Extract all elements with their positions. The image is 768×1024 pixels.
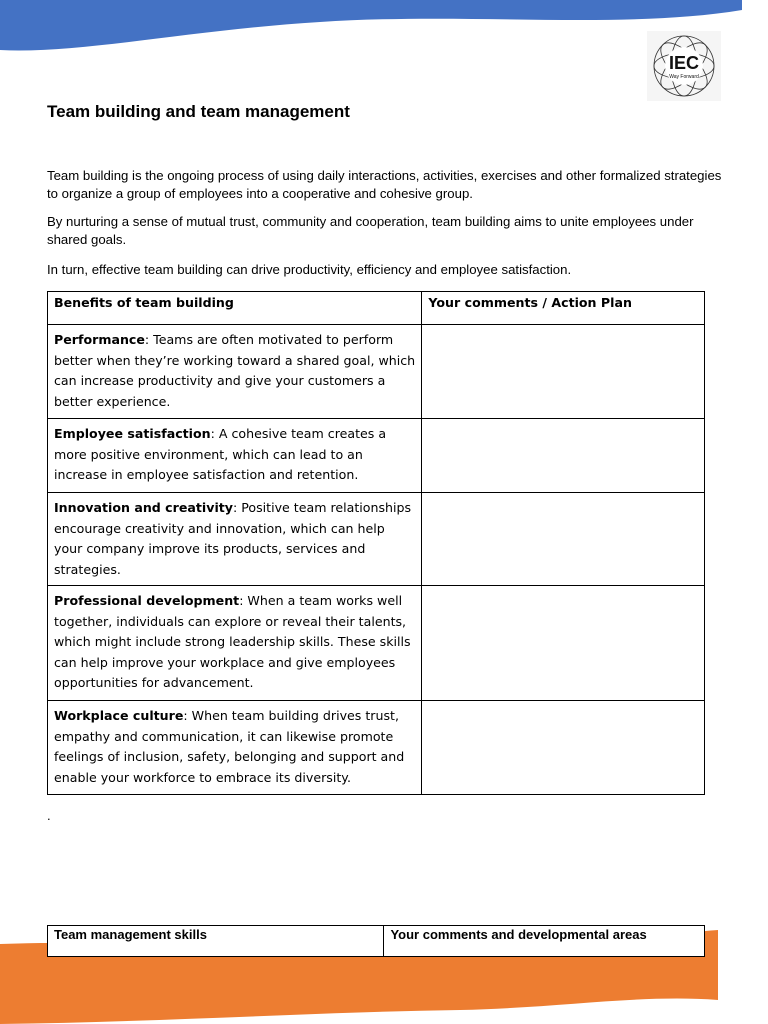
table-row: [48, 419, 705, 493]
benefit-cell: [48, 586, 422, 701]
table-row: [48, 701, 705, 795]
logo-text: IEC: [668, 53, 700, 73]
benefit-cell: [48, 493, 422, 586]
comment-cell[interactable]: [422, 419, 705, 493]
intro-paragraph-3: In turn, effective team building can drive productivity, efficiency and employee satisfaction.: [47, 262, 572, 277]
table-header-row: [48, 926, 705, 957]
benefit-cell: [48, 325, 422, 419]
benefit-description: : Teams are often motivated to perform better when they’re working toward a shared goal, which can increase productivity and give your customers a better experience.: [54, 332, 416, 409]
benefit-term: Employee satisfaction: [54, 426, 211, 441]
benefit-description: : When team building drives trust, empathy and communication, it can likewise promote feelings of inclusion, safety, belonging and support and enable your workforce to embrace its diversity.: [54, 708, 405, 785]
benefit-description: : A cohesive team creates a more positive environment, which can lead to an increase in employee satisfaction and retention.: [54, 426, 387, 482]
header-management-skills: Team management skills: [48, 926, 384, 957]
company-logo: [647, 31, 721, 101]
benefits-table: [47, 291, 705, 795]
stray-period: .: [47, 808, 51, 823]
benefit-description: : Positive team relationships encourage creativity and innovation, which can help your company improve its products, services and strategies.: [54, 500, 412, 577]
benefit-description: : When a team works well together, individuals can explore or reveal their talents, which might include strong leadership skills. These skills can help improve your workplace and give employees opportunities for advancement.: [54, 593, 411, 690]
benefit-term: Innovation and creativity: [54, 500, 233, 515]
benefit-cell: [48, 419, 422, 493]
comment-cell[interactable]: [422, 701, 705, 795]
table-header-row: [48, 292, 705, 325]
table-row: [48, 586, 705, 701]
header-comments: Your comments / Action Plan: [422, 292, 705, 325]
table-row: [48, 493, 705, 586]
header-benefits: Benefits of team building: [48, 292, 422, 325]
benefit-cell: [48, 701, 422, 795]
comment-cell[interactable]: [422, 586, 705, 701]
intro-paragraph-2: By nurturing a sense of mutual trust, community and cooperation, team building aims to unite employees under shared goals.: [47, 214, 694, 247]
benefit-term: Performance: [54, 332, 145, 347]
logo-tagline: Way Forward: [669, 74, 699, 80]
management-table: [47, 925, 705, 957]
table-row: [48, 325, 705, 419]
comment-cell[interactable]: [422, 325, 705, 419]
benefit-term: Professional development: [54, 593, 240, 608]
header-developmental-areas: Your comments and developmental areas: [384, 926, 705, 957]
intro-paragraph-1: Team building is the ongoing process of using daily interactions, activities, exercises and other formalized strategies to organize a group of employees into a cooperative and cohesive group.: [47, 168, 722, 201]
comment-cell[interactable]: [422, 493, 705, 586]
benefit-term: Workplace culture: [54, 708, 184, 723]
page-title: Team building and team management: [47, 102, 350, 121]
